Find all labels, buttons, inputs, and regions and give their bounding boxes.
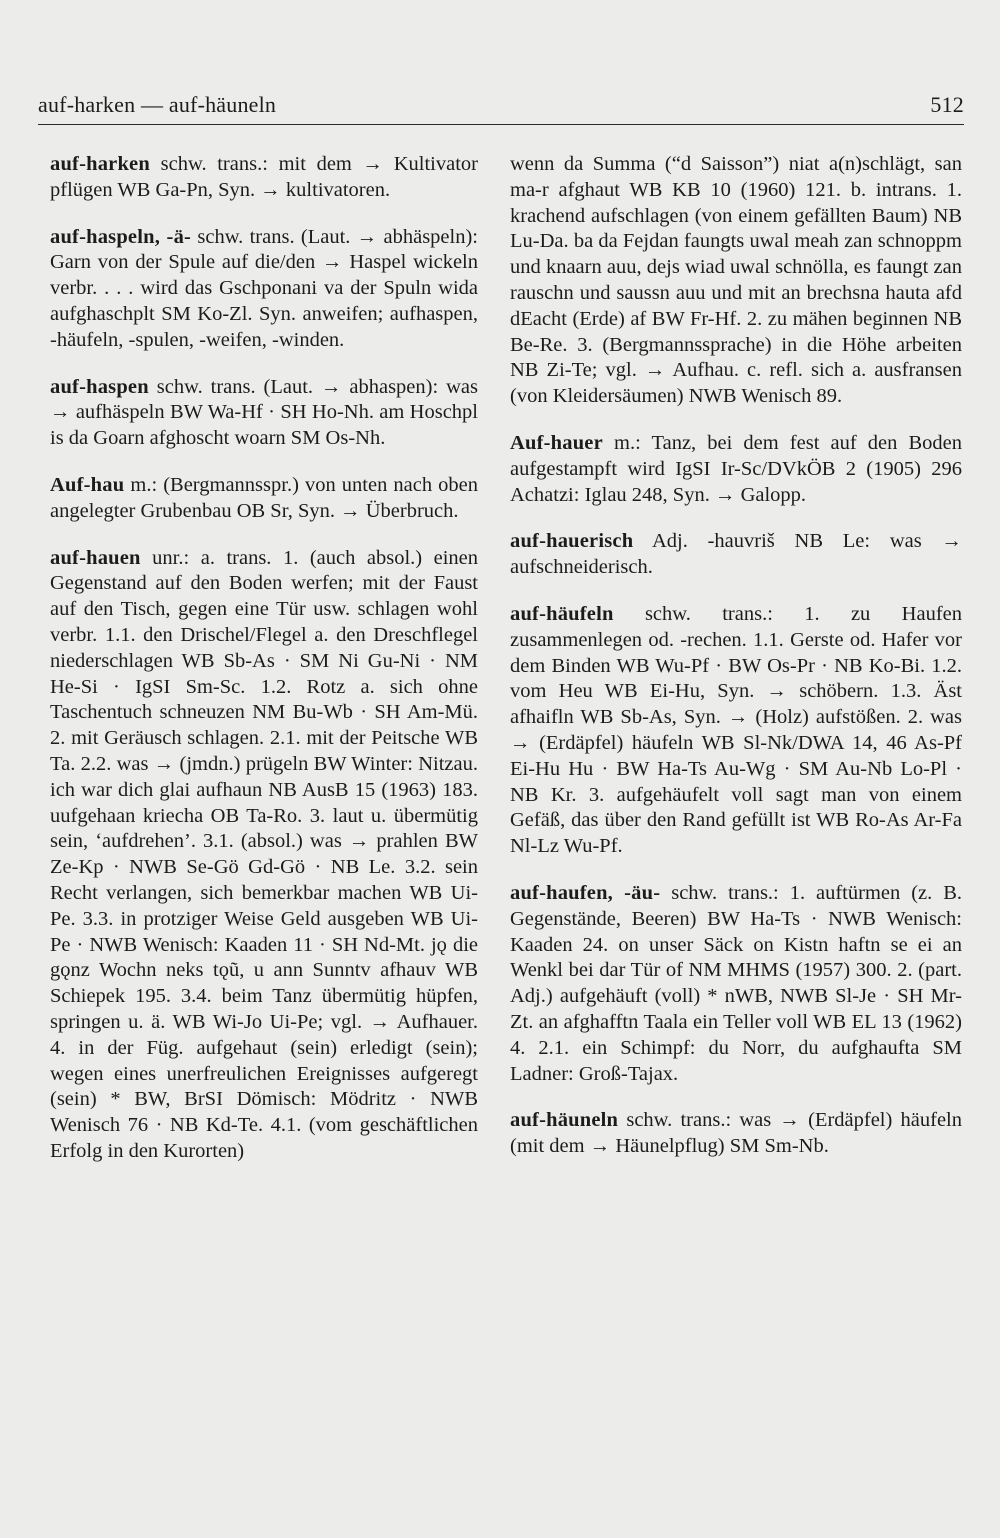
- entry-lemma: auf-häufeln: [510, 602, 614, 625]
- entry-lemma: auf-haspeln, -ä-: [50, 225, 192, 248]
- dictionary-entry: [510, 881, 962, 1087]
- left-column: [50, 152, 478, 1186]
- dictionary-entry: [510, 1108, 962, 1160]
- dictionary-entry-continued: [510, 152, 962, 410]
- entry-text: unr.: a. trans. 1. (auch absol.) einen Gegenstand auf den Boden werfen; mit der Faust auf den Tisch, gegen eine Tür usw. schlagen wohl verbr. 1.1. den Drischel/Flegel a. den Dreschflegel niederschlagen WB Sb-As · SM Ni Gu-Ni · NM He-Si · IgSI Sm-Sc. 1.2. Rotz a. sich ohne Taschentuch schneuzen NM Bu-Wb · SH Am-Mü. 2. mit Geräusch schlagen. 2.1. mit der Peitsche WB Ta. 2.2. was → (jmdn.) prügeln BW Winter: Nitzau. ich war dich glai aufhaun NB AusB 15 (1963) 183. uufgehaan kriecha OB Ta-Ro. 3. laut u. übermütig sein, ‘aufdrehen’. 3.1. (absol.) was → prahlen BW Ze-Kp · NWB Se-Gö Gd-Gö · NB Le. 3.2. sein Recht verlangen, sich bemerkbar machen WB Ui-Pe. 3.3. in protziger Weise Geld ausgeben WB Ui-Pe · NWB Wenisch: Kaaden 11 · SH Nd-Mt. jǫ die gǫnz Wochn neks tǫũ, u ann Sunntv afhauv WB Schiepek 195. 3.4. beim Tanz übermütig hüpfen, springen u. ä. WB Wi-Jo Ui-Pe; vgl. → Aufhauer. 4. in der Füg. aufgehaut (sein) erledigt (sein); wegen eines unerfreulichen Ereignisses aufgeregt (sein) * BW, BrSI Dömisch: Mödritz · NWB Wenisch 76 · NB Kd-Te. 4.1. (vom geschäftlichen Erfolg in den Kurorten): [50, 546, 478, 1162]
- dictionary-entry: [50, 152, 478, 204]
- dictionary-entry: [510, 529, 962, 581]
- entry-text: schw. trans.: 1. auftürmen (z. B. Gegenstände, Beeren) BW Ha-Ts · NWB Wenisch: Kaaden 24. on unser Säck on Kistn haftn se ei an Wenkl bei dar Tür of NM MHMS (1957) 300. 2. (part. Adj.) aufgehäuft (voll) * nWB, NWB Sl-Je · SH Mr-Zt. an afghafftn Taala ein Teller voll WB EL 13 (1962) 4. 2.1. ein Schimpf: du Norr, du aufghaufta SM Ladner: Groß-Tajax.: [510, 881, 962, 1085]
- entry-text: m.: Tanz, bei dem fest auf den Boden aufgestampft wird IgSI Ir-Sc/DVkÖB 2 (1905) 296 Achatzi: Iglau 248, Syn. → Galopp.: [510, 431, 962, 506]
- entry-lemma: Auf-hau: [50, 473, 125, 496]
- dictionary-entry: [510, 602, 962, 860]
- entry-lemma: auf-harken: [50, 153, 150, 175]
- entry-lemma: auf-hauen: [50, 546, 141, 569]
- dictionary-entry: [510, 431, 962, 508]
- page-number: 512: [930, 92, 964, 117]
- entry-text: wenn da Summa (“d Saisson”) niat a(n)schlägt, san ma-r afghaut WB KB 10 (1960) 121. b. intrans. 1. krachend aufschlagen (von einem gefällten Baum) NB Lu-Da. ba da Fejdan faungts uwal meah zan schnoppm und knaarn auu, dejs wiad uwal schnölla, es faungt zan rauschn und saussn auu und mit an brechsna hauta afd dEacht (Erde) af BW Fr-Hf. 2. zu mähen beginnen NB Be-Re. 3. (Bergmannssprache) in die Höhe arbeiten NB Zi-Te; vgl. → Aufhau. c. refl. sich a. ausfransen (von Kleidersäumen) NWB Wenisch 89.: [510, 153, 962, 408]
- entry-lemma: auf-häuneln: [510, 1109, 619, 1132]
- running-head: [38, 92, 964, 122]
- dictionary-entry: [50, 473, 478, 525]
- entry-text: schw. trans.: mit dem → Kultivator pflügen WB Ga-Pn, Syn. → kultivatoren.: [50, 153, 478, 201]
- dictionary-entry: [50, 375, 478, 452]
- entry-text: schw. trans.: was → (Erdäpfel) häufeln (mit dem → Häunelpflug) SM Sm-Nb.: [510, 1109, 962, 1158]
- entry-text: schw. trans.: 1. zu Haufen zusammenlegen od. -rechen. 1.1. Gerste od. Hafer vor dem Binden WB Wu-Pf · BW Os-Pr · NB Ko-Bi. 1.2. vom Heu WB Ei-Hu, Syn. → schöbern. 1.3. Äst afhaifln WB Sb-As, Syn. → (Holz) aufstößen. 2. was → (Erdäpfel) häufeln WB Sl-Nk/DWA 14, 46 As-Pf Ei-Hu Hu · BW Ha-Ts Au-Wg · SM Au-Nb Lo-Pl · NB Kr. 3. aufgehäufelt voll sagt man von einem Gefäß, das über den Rand gefüllt ist WB Ro-As Ar-Fa Nl-Lz Wu-Pf.: [510, 602, 962, 858]
- entry-lemma: auf-hauerisch: [510, 530, 634, 553]
- dictionary-entry: [50, 225, 478, 354]
- entry-text: Adj. -hauvriš NB Le: was → aufschneiderisch.: [510, 530, 962, 579]
- header-rule: [38, 124, 964, 125]
- right-column: [510, 152, 962, 1181]
- entry-lemma: Auf-hauer: [510, 431, 603, 454]
- entry-lemma: auf-haspen: [50, 375, 149, 398]
- entry-lemma: auf-haufen, -äu-: [510, 881, 661, 904]
- entry-text: schw. trans. (Laut. → abhäspeln): Garn von der Spule auf die/den → Haspel wickeln verbr. . . . wird das Gschponani va der Spuln wida aufghaschplt SM Ko-Zl. Syn. anweifen; aufhaspen, -häufeln, -spulen, -weifen, -winden.: [50, 225, 478, 351]
- entry-text: m.: (Bergmannsspr.) von unten nach oben angelegter Grubenbau OB Sr, Syn. → Überbruch.: [50, 473, 478, 522]
- running-head-title: auf-harken — auf-häuneln: [38, 92, 277, 117]
- dictionary-entry: [50, 546, 478, 1165]
- entry-text: schw. trans. (Laut. → abhaspen): was → aufhäspeln BW Wa-Hf · SH Ho-Nh. am Hoschpl is da Goarn afghoscht woarn SM Os-Nh.: [50, 375, 478, 450]
